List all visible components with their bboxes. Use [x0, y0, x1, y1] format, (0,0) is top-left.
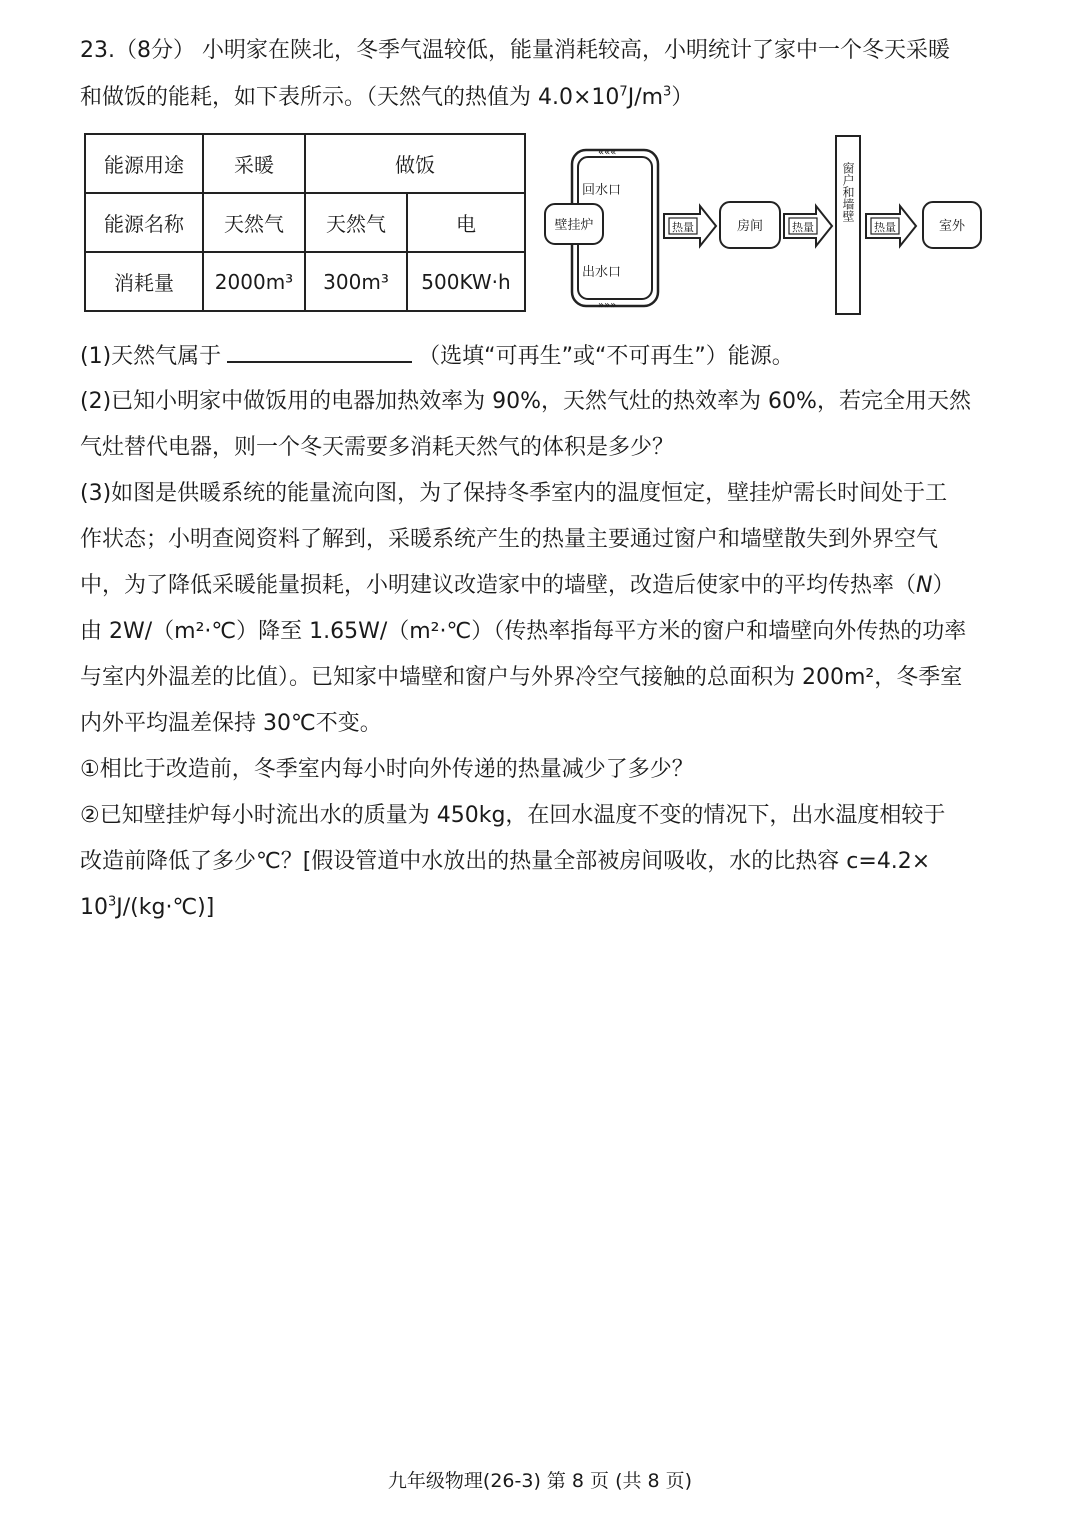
sub2-exponent: 3: [108, 894, 117, 910]
q1-options: （选填“可再生”或“不可再生”）能源。: [418, 344, 794, 369]
flow-arrow-icon: »»»: [598, 300, 617, 311]
heat-label-3: 热量: [874, 221, 896, 234]
question-header: 23.（8分） 小明家在陕北，冬季气温较低，能量消耗较高，小明统计了家中一个冬天采暖: [80, 38, 950, 63]
energy-table: [84, 133, 526, 312]
table-row: [85, 134, 525, 193]
table-cell: 300m³: [305, 252, 407, 311]
intro-unit: J/m: [627, 85, 664, 110]
heat-label-2: 热量: [792, 221, 814, 234]
q3-variable: N: [916, 573, 933, 598]
intro-exponent: 7: [619, 84, 628, 100]
table-cell: 天然气: [305, 193, 407, 252]
question-2-line-2: 气灶替代电器，则一个冬天需要多消耗天然气的体积是多少？: [80, 435, 675, 460]
table-cell: 能源名称: [85, 193, 203, 252]
question-1: [80, 339, 990, 372]
question-3-line-1: (3)如图是供暖系统的能量流向图，为了保持冬季室内的温度恒定，壁挂炉需长时间处于工: [80, 481, 948, 506]
page-footer: 九年级物理(26-3) 第 8 页 (共 8 页): [387, 1470, 693, 1492]
walls-label: 窗户和墙壁: [841, 162, 855, 222]
intro-close: ）: [671, 85, 694, 110]
q3-close: ）: [932, 573, 955, 598]
question-intro: [80, 83, 990, 113]
outlet-water-label: 出水口: [582, 265, 622, 280]
question-3-line-5: 与室内外温差的比值）。已知家中墙壁和窗户与外界冷空气接触的总面积为 200m²，冬季室: [80, 665, 963, 690]
table-row: [85, 193, 525, 252]
room-label: 房间: [736, 219, 764, 234]
table-cell: 天然气: [203, 193, 305, 252]
flow-arrow-icon: «««: [598, 147, 617, 158]
table-cell: 电: [407, 193, 525, 252]
sub2-unit: J/(kg·℃)]: [116, 895, 215, 920]
energy-flow-diagram: [540, 130, 990, 320]
boiler-label: 壁挂炉: [554, 218, 594, 233]
intro-unit-exponent: 3: [663, 84, 672, 100]
table-row: [85, 252, 525, 311]
sub-question-1: ①相比于改造前，冬季室内每小时向外传递的热量减少了多少？: [80, 757, 694, 782]
q1-text: (1)天然气属于: [80, 344, 222, 369]
table-cell: 能源用途: [85, 134, 203, 193]
return-water-label: 回水口: [582, 183, 622, 198]
table-cell: 500KW·h: [407, 252, 525, 311]
outdoor-label: 室外: [938, 219, 966, 234]
question-3-line-3: [80, 571, 990, 601]
question-3-line-2: 作状态；小明查阅资料了解到，采暖系统产生的热量主要通过窗户和墙壁散失到外界空气: [80, 527, 939, 552]
question-3-line-4: 由 2W/（m²·℃）降至 1.65W/（m²·℃）（传热率指每平方米的窗户和墙壁向外传热的功率: [80, 619, 967, 644]
table-cell: 2000m³: [203, 252, 305, 311]
sub2-base: 10: [80, 895, 108, 920]
q3-text: 中，为了降低采暖能量损耗，小明建议改造家中的墙壁，改造后使家中的平均传热率（: [80, 573, 917, 598]
question-3-line-6: 内外平均温差保持 30℃不变。: [80, 711, 382, 736]
answer-blank[interactable]: [227, 339, 412, 363]
sub-question-2-line-2: 改造前降低了多少℃？[假设管道中水放出的热量全部被房间吸收，水的比热容 c=4.2×: [80, 849, 931, 874]
question-2-line-1: (2)已知小明家中做饭用的电器加热效率为 90%，天然气灶的热效率为 60%，若完全用天然: [80, 389, 971, 414]
table-cell: 消耗量: [85, 252, 203, 311]
sub-question-2-line-3: [80, 893, 990, 923]
sub-question-2-line-1: ②已知壁挂炉每小时流出水的质量为 450kg，在回水温度不变的情况下，出水温度相较于: [80, 803, 946, 828]
intro-text: 和做饭的能耗，如下表所示。（天然气的热值为 4.0×10: [80, 85, 620, 110]
table-cell: 做饭: [305, 134, 525, 193]
table-cell: 采暖: [203, 134, 305, 193]
heat-label-1: 热量: [672, 221, 694, 234]
